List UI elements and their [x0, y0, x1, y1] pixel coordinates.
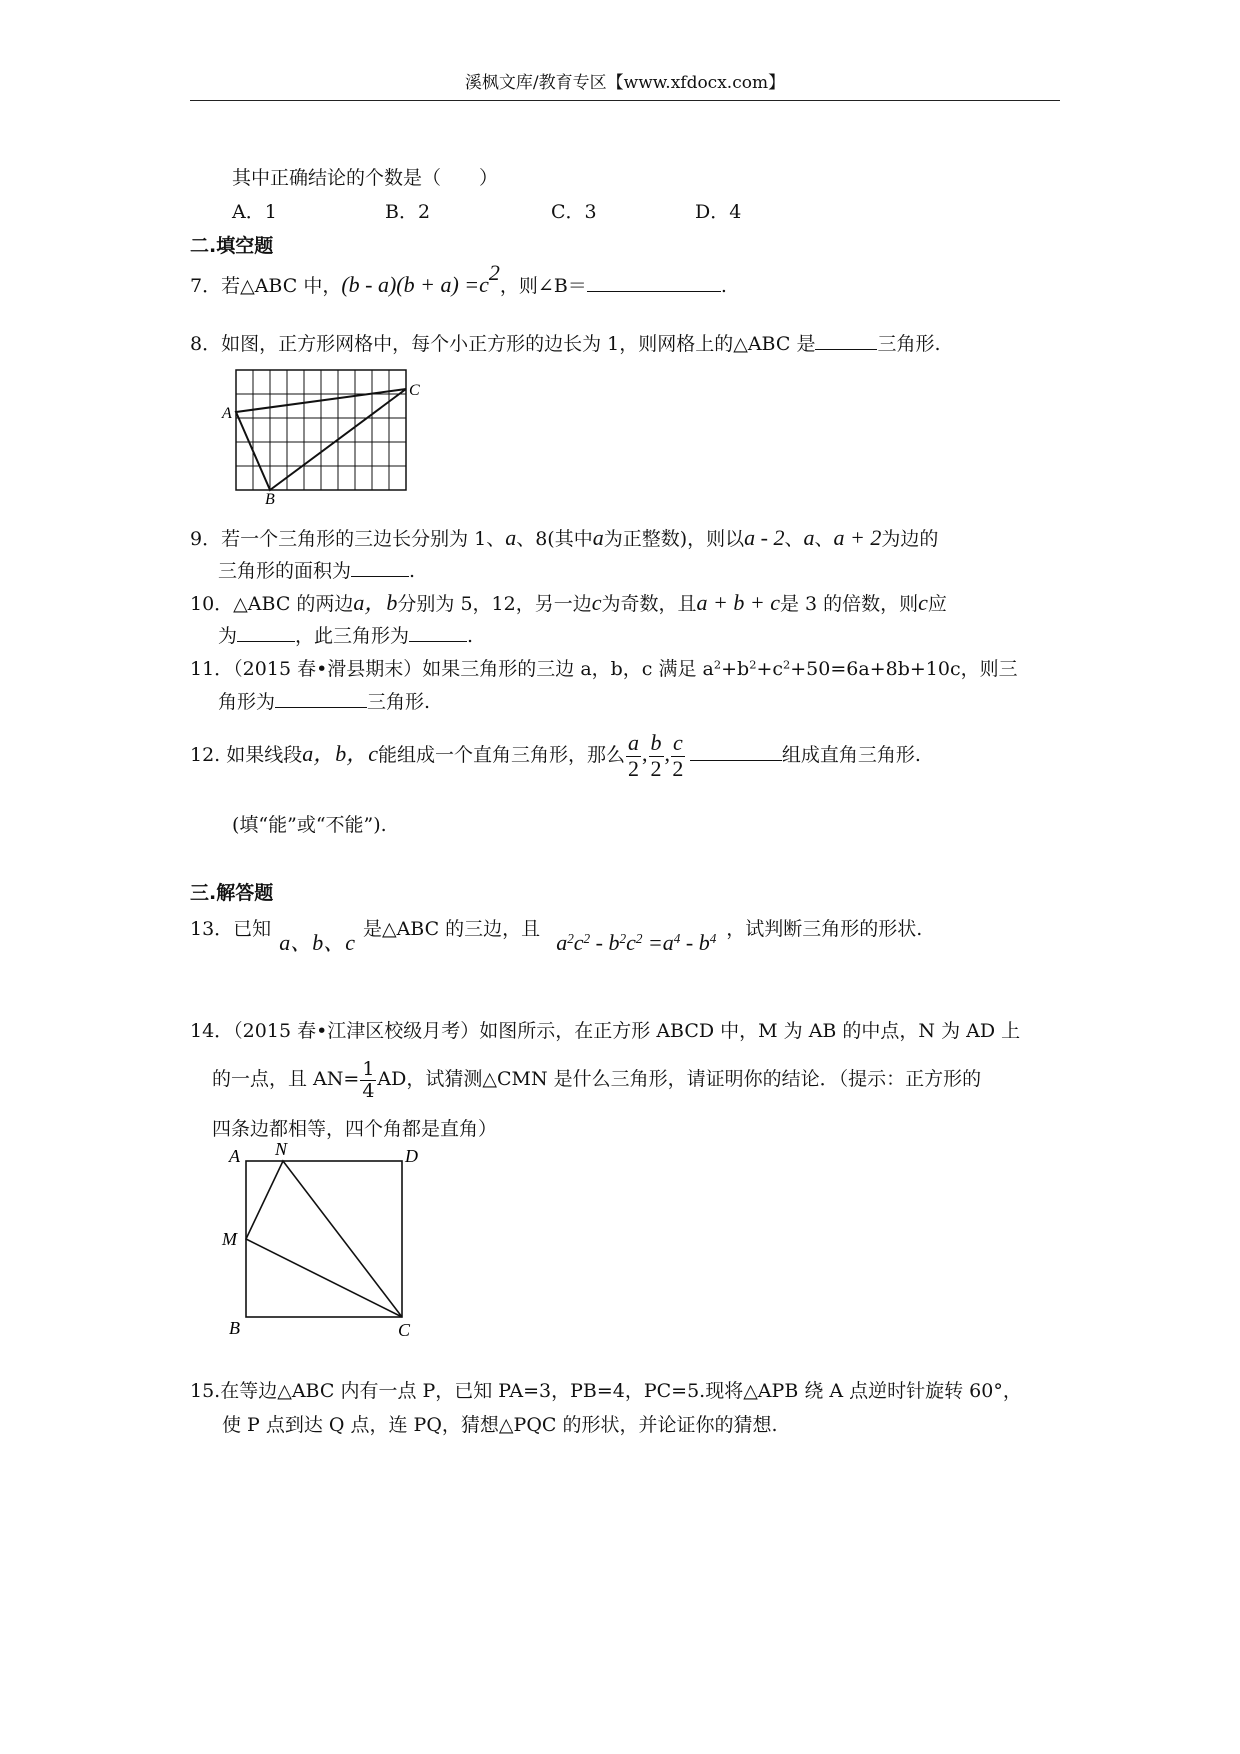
q6-stem: 其中正确结论的个数是（ ） — [232, 167, 499, 189]
q12-frac-c-num: c — [673, 730, 683, 756]
q9-answer-blank[interactable] — [351, 558, 409, 577]
q12-frac-a-num: a — [628, 730, 640, 756]
q13-eq-sup-5: 4 — [673, 930, 681, 946]
q11-sup-2: 2 — [749, 657, 757, 672]
q13-eq-minus-2: - — [680, 930, 699, 955]
q15-line-2: 使 P 点到达 Q 点，连 PQ，猜想△PQC 的形状，并论证你的猜想. — [222, 1414, 778, 1436]
q12-fraction-c — [671, 731, 685, 780]
q14-frac-num: 1 — [362, 1057, 375, 1080]
q13-text-1: 13．已知 — [190, 918, 272, 940]
q12-comma-2: , — [664, 741, 671, 766]
question-7 — [190, 259, 727, 299]
q10-line2-b: ，此三角形为 — [295, 625, 410, 647]
q13-eq-b2: b — [698, 930, 710, 955]
q14-fraction-quarter — [360, 1059, 376, 1102]
q7-answer-blank[interactable] — [587, 273, 721, 292]
q14-label-c: C — [398, 1320, 411, 1340]
q12-end: 组成直角三角形. — [781, 744, 921, 766]
q15-line-1: 15.在等边△ABC 内有一点 P，已知 PA=3，PB=4，PC=5.现将△APB 绕 A 点逆时针旋转 60°， — [190, 1380, 1022, 1402]
q12-comma-1: , — [642, 741, 648, 766]
q13-equation — [556, 930, 716, 955]
q11-text-1: 11．（2015 春•滑县期末）如果三角形的三边 a，b，c 满足 a — [190, 658, 714, 680]
q9-expr-a: a — [803, 525, 815, 550]
q10-var-c-1: c — [591, 590, 602, 615]
question-11-line-2 — [218, 689, 430, 715]
q12-vars: a，b，c — [302, 741, 379, 766]
q14-line-1: 14．（2015 春•江津区校级月考）如图所示，在正方形 ABCD 中，M 为 AB 的中点，N 为 AD 上 — [190, 1020, 1021, 1042]
q10-answer-blank-2[interactable] — [409, 623, 467, 642]
q12-frac-b-num: b — [650, 730, 662, 756]
q12-frac-c-den: 2 — [672, 755, 684, 781]
q6-option-c: C．3 — [551, 201, 597, 223]
q13-eq-sup-2: 2 — [583, 930, 591, 946]
q11-line2-b: 三角形. — [367, 691, 431, 713]
q13-eq-sup-3: 2 — [619, 930, 627, 946]
q11-text-4: +50=6a+8b+10c，则三 — [790, 658, 1018, 680]
q10-text-1: 10．△ABC 的两边 — [190, 593, 354, 615]
q13-eq-sup-1: 2 — [567, 930, 574, 946]
q14-label-b: B — [229, 1318, 240, 1338]
q6-option-d: D．4 — [695, 201, 742, 223]
q11-answer-blank[interactable] — [275, 689, 367, 708]
q11-text-2: +b — [721, 658, 750, 680]
q7-suffix: ，则∠B＝ — [499, 275, 587, 297]
section-answer-title: 三.解答题 — [190, 882, 274, 904]
q9-var-a-1: a — [505, 525, 517, 550]
q12-hint: (填“能”或“不能”). — [232, 814, 387, 836]
q13-vars: a、b、c — [279, 930, 355, 955]
q7-end: . — [720, 275, 727, 297]
q10-text-3: 为奇数，且 — [601, 593, 697, 615]
q9-text-3: 为正整数)，则以 — [603, 528, 745, 550]
q9-line2-text: 三角形的面积为 — [218, 560, 352, 582]
question-14-line-2 — [212, 1052, 981, 1106]
q11-sup-3: 2 — [783, 657, 791, 672]
section-fill-in-title: 二.填空题 — [190, 235, 274, 257]
q13-eq-sup-4: 2 — [635, 930, 643, 946]
q12-fraction-b — [649, 731, 664, 780]
q8-label-a: A — [222, 405, 232, 422]
q13-eq-sup-6: 4 — [709, 930, 717, 946]
q10-answer-blank-1[interactable] — [237, 623, 295, 642]
q13-eq-c: c — [573, 930, 584, 955]
q14-square-abcd — [246, 1161, 402, 1317]
q10-text-2: 分别为 5，12，另一边 — [397, 593, 592, 615]
q10-line2-a: 为 — [218, 625, 238, 647]
question-10-line-1 — [190, 590, 947, 617]
q7-formula-exponent: 2 — [488, 259, 500, 285]
q11-text-3: +c — [756, 658, 784, 680]
q7-formula: (b - a)(b + a) =c — [341, 272, 489, 297]
q12-answer-blank[interactable] — [690, 742, 782, 761]
q13-eq-b: b — [608, 930, 620, 955]
q13-eq-a: a — [556, 930, 568, 955]
q9-end: . — [409, 560, 416, 582]
q13-text-2: 是△ABC 的三边，且 — [362, 918, 541, 940]
q14-label-a: A — [229, 1146, 240, 1166]
q12-text-1: 12. 如果线段 — [190, 744, 303, 766]
q14-frac-den: 4 — [362, 1079, 375, 1102]
q14-triangle-cmn — [246, 1161, 402, 1317]
question-11-line-1 — [190, 656, 1018, 682]
q11-sup-1: 2 — [713, 657, 722, 672]
q8-label-c: C — [409, 382, 420, 399]
page-header: 溪枫文库/教育专区【www.xfdocx.com】 — [190, 70, 1060, 101]
q10-text-4: 是 3 的倍数，则 — [779, 593, 919, 615]
q9-var-a-2: a — [592, 525, 604, 550]
q12-frac-b-den: 2 — [650, 755, 662, 781]
q9-text-2: 、8(其中 — [516, 528, 593, 550]
q8-end: 三角形. — [877, 333, 941, 355]
q10-expr-sum: a + b + c — [696, 590, 780, 615]
q14-text-a: 的一点，且 AN= — [212, 1068, 360, 1090]
q7-prefix: 7．若△ABC 中， — [190, 275, 342, 297]
q13-eq-c2: c — [626, 930, 636, 955]
question-8 — [190, 331, 941, 357]
question-12-line-1 — [190, 727, 921, 782]
q8-label-b: B — [265, 491, 275, 505]
q8-grid-figure — [218, 365, 428, 505]
question-10-line-2 — [218, 623, 473, 649]
q10-text-5: 应 — [927, 593, 947, 615]
q12-text-2: 能组成一个直角三角形，那么 — [378, 744, 626, 766]
q8-text: 8．如图，正方形网格中，每个小正方形的边长为 1，则网格上的△ABC 是 — [190, 333, 816, 355]
q13-eq-a2: a — [662, 930, 674, 955]
q8-answer-blank[interactable] — [815, 331, 877, 350]
q9-sep-1: 、 — [784, 528, 804, 550]
q9-sep-2: 、 — [814, 528, 834, 550]
q12-frac-a-den: 2 — [628, 755, 640, 781]
q11-line2-a: 角形为 — [218, 691, 276, 713]
q13-eq-minus-1: - — [590, 930, 609, 955]
question-9-line-1 — [190, 525, 938, 552]
question-9-line-2 — [218, 558, 415, 584]
q9-expr-a-plus-2: a + 2 — [833, 525, 882, 550]
q14-label-d: D — [405, 1146, 418, 1166]
q14-text-b: AD，试猜测△CMN 是什么三角形，请证明你的结论．（提示：正方形的 — [377, 1068, 982, 1090]
q10-end: . — [467, 625, 474, 647]
q9-text-4: 为边的 — [881, 528, 939, 550]
q9-expr-a-minus-2: a - 2 — [744, 525, 785, 550]
question-13 — [190, 915, 923, 955]
q14-line-3: 四条边都相等，四个角都是直角） — [212, 1118, 498, 1140]
q10-var-c-2: c — [918, 590, 928, 615]
q14-label-m: M — [222, 1229, 237, 1249]
q6-option-b: B．2 — [385, 201, 431, 223]
q13-eq-equals: = — [642, 930, 663, 955]
q13-text-3: ，试判断三角形的形状. — [726, 918, 923, 940]
q9-text-1: 9．若一个三角形的三边长分别为 1、 — [190, 528, 506, 550]
q12-fraction-a — [626, 731, 641, 780]
q14-square-figure — [220, 1140, 430, 1340]
q10-vars-ab: a，b — [353, 590, 398, 615]
q14-label-n: N — [275, 1140, 288, 1159]
q6-option-a: A．1 — [232, 201, 277, 223]
